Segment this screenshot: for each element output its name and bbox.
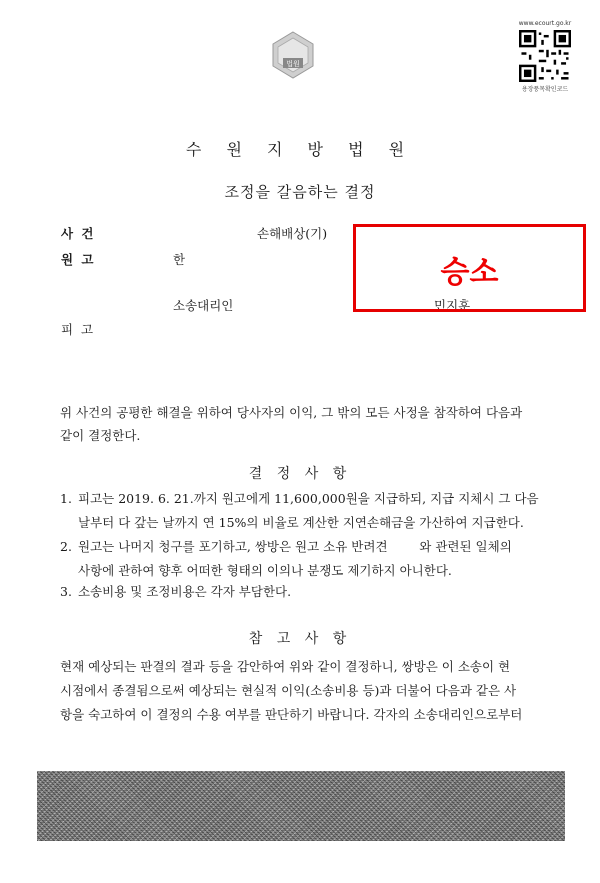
decision-item-line: 날부터 다 갚는 날까지 연 15%의 비율로 계산한 지연손해금을 가산하여 지급한다. <box>78 514 524 530</box>
qr-url: www.ecourt.go.kr <box>518 20 572 27</box>
intro-line: 같이 결정한다. <box>60 428 141 443</box>
reference-line: 항을 숙고하여 이 결정의 수용 여부를 판단하기 바랍니다. 각자의 소송대리인으로부터 <box>60 707 523 722</box>
decision-item-line: 사항에 관하여 향후 어떠한 형태의 이의나 분쟁도 제기하지 아니한다. <box>78 562 452 578</box>
decision-item <box>60 580 570 604</box>
decision-item-line: 소송비용 및 조정비용은 각자 부담한다. <box>78 584 292 599</box>
plaintiff-label: 원 고 <box>61 252 94 267</box>
decision-item-line: 원고는 나머지 청구를 포기하고, 쌍방은 원고 소유 반려견 와 관련된 일체의 <box>78 539 512 554</box>
decision-item-line: 피고는 2019. 6. 21.까지 원고에게 11,600,000원을 지급하되, 지급 지체시 그 다음 <box>78 491 539 506</box>
decision-item <box>60 487 570 534</box>
court-name: 수 원 지 방 법 원 <box>185 140 415 159</box>
reference-line: 시점에서 종결됨으로써 예상되는 현실적 이익(소송비용 등)과 더불어 다음과 같은 사 <box>60 683 517 698</box>
verification-qr <box>513 22 577 96</box>
decision-item-number: 1. <box>60 491 72 506</box>
reference-heading: 참 고 사 항 <box>248 631 352 647</box>
intro-line: 위 사건의 공평한 해결을 위하여 당사자의 이익, 그 밖의 모든 사정을 참작하여 다음과 <box>60 405 523 420</box>
defendant-label: 피 고 <box>61 322 94 337</box>
seal-text: 법원 <box>286 60 300 68</box>
decision-item <box>60 535 570 582</box>
case-value: 손해배상(기) <box>257 226 328 241</box>
reference-paragraph <box>60 655 570 727</box>
plaintiff-name: 한 <box>173 252 186 267</box>
case-label: 사 건 <box>61 226 94 241</box>
decision-item-number: 3. <box>60 584 72 599</box>
win-stamp <box>353 224 586 312</box>
attorney-name: 민지훈 <box>434 298 471 313</box>
decision-heading: 결 정 사 항 <box>248 466 352 482</box>
attorney-label: 소송대리인 <box>173 298 234 313</box>
intro-paragraph <box>60 401 560 447</box>
redacted-area <box>37 771 565 841</box>
document-title: 조정을 갈음하는 결정 <box>224 183 376 201</box>
win-stamp-text: 승소 <box>440 255 499 290</box>
qr-caption: 용장풍목확인코드 <box>521 86 569 93</box>
reference-line: 현재 예상되는 판결의 결과 등을 감안하여 위와 같이 결정하니, 쌍방은 이 소송이 현 <box>60 659 511 674</box>
court-seal <box>268 30 318 80</box>
qr-code-icon <box>519 30 571 82</box>
decision-item-number: 2. <box>60 539 72 554</box>
